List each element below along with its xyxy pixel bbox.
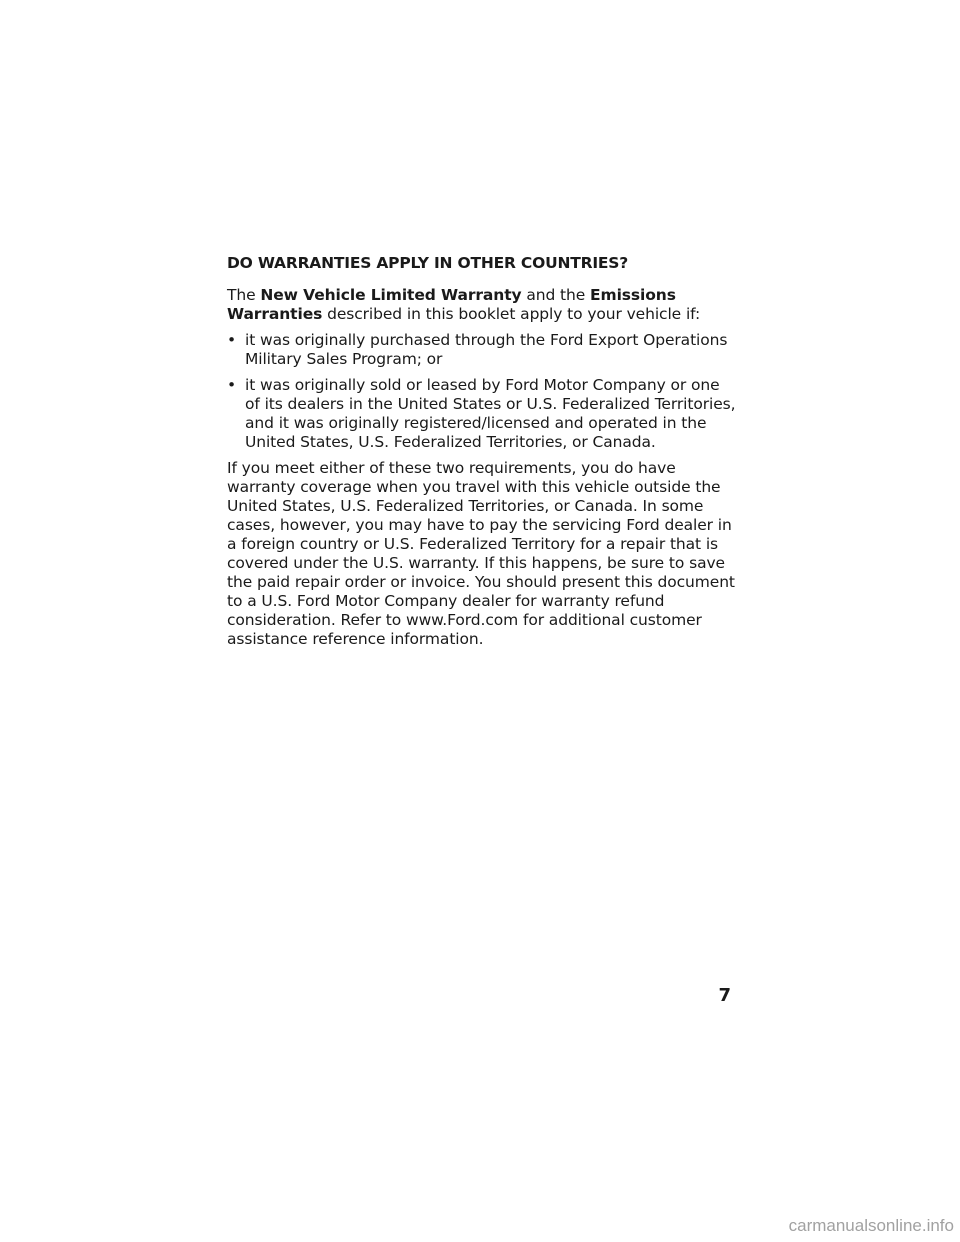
page-content xyxy=(227,254,737,649)
intro-text-3: described in this booklet apply to your vehicle if: xyxy=(322,305,701,323)
list-item xyxy=(227,331,737,369)
intro-bold-emissions: Emissions Warranties xyxy=(227,286,676,323)
intro-bold-warranty: New Vehicle Limited Warranty xyxy=(260,286,522,304)
bullet-icon: • xyxy=(227,331,237,349)
requirements-list xyxy=(227,331,737,452)
intro-text-1: The xyxy=(227,286,261,304)
intro-text-2: and the xyxy=(521,286,591,304)
intro-paragraph xyxy=(227,286,737,324)
page-number: 7 xyxy=(718,985,731,1006)
list-item-text: it was originally sold or leased by Ford Motor Company or one of its dealers in the United States or U.S. Federalized Territories, and it was originally registered/licensed and operated in the United States, U.S. Federalized Territories, or Canada. xyxy=(245,376,736,451)
section-heading: DO WARRANTIES APPLY IN OTHER COUNTRIES? xyxy=(227,254,629,272)
body-paragraph: If you meet either of these two requirements, you do have warranty coverage when you travel with this vehicle outside the United States, U.S. Federalized Territories, or Canada. In some cases, however, you may have to pay the servicing Ford dealer in a foreign country or U.S. Federalized Territory for a repair that is covered under the U.S. warranty. If this happens, be sure to save the paid repair order or invoice. You should present this document to a U.S. Ford Motor Company dealer for warranty refund consideration. Refer to www.Ford.com for additional customer assistance reference information. xyxy=(227,459,735,648)
list-item xyxy=(227,376,737,452)
list-item-text: it was originally purchased through the Ford Export Operations Military Sales Program; or xyxy=(245,331,728,368)
bullet-icon: • xyxy=(227,376,237,394)
watermark-text: carmanualsonline.info xyxy=(788,1216,954,1235)
